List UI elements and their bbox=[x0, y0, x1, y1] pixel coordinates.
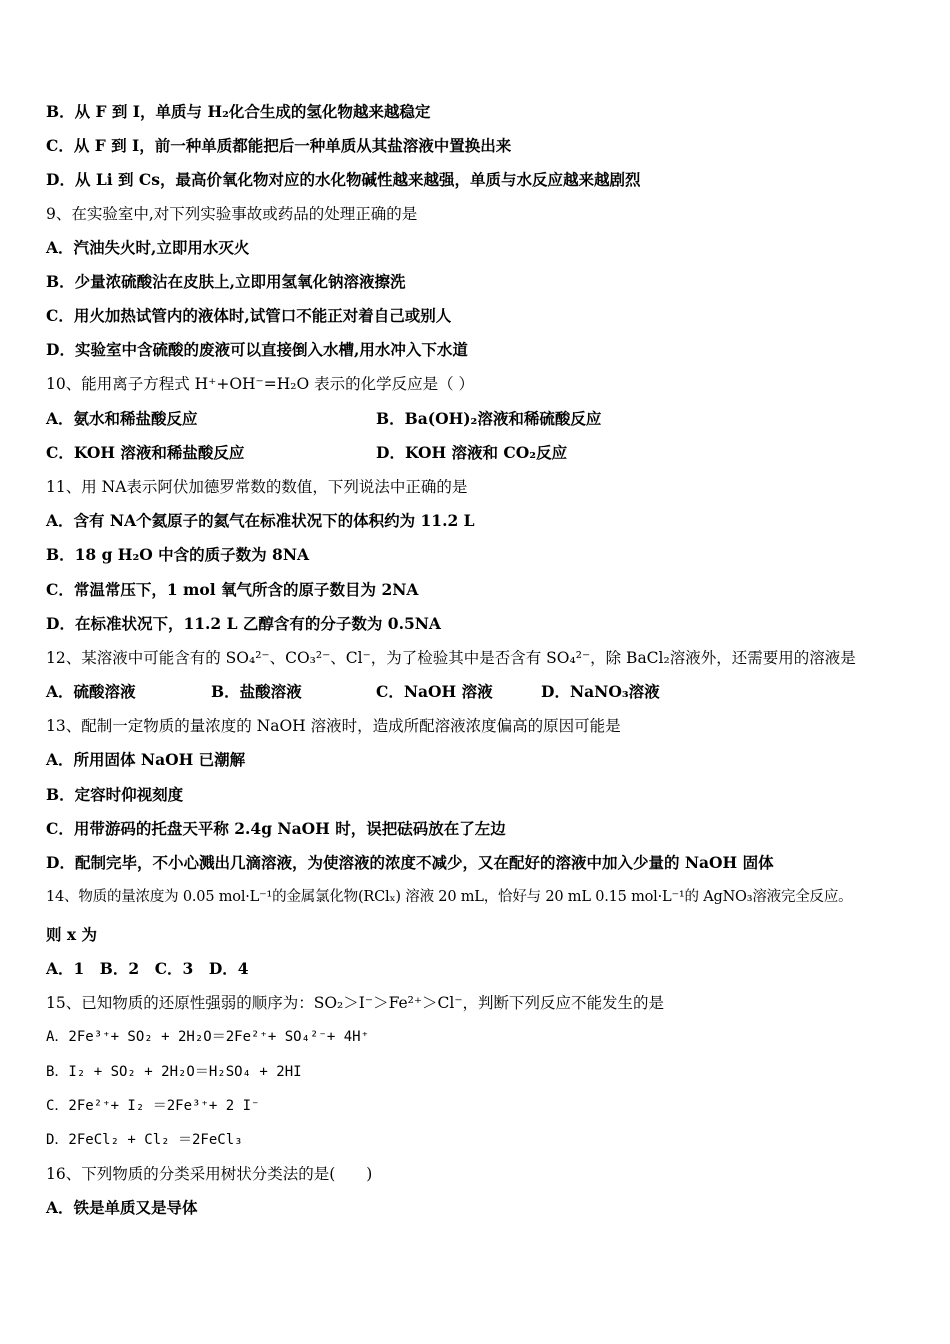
q13-option-c: C．用带游码的托盘天平称 2.4g NaOH 时，误把砝码放在了左边 bbox=[46, 819, 506, 838]
question-9: 9、在实验室中,对下列实验事故或药品的处理正确的是 bbox=[46, 205, 418, 223]
q16-option-a: A．铁是单质又是导体 bbox=[46, 1198, 198, 1217]
q10-options-row2 bbox=[46, 443, 568, 463]
q15-option-c: C．2Fe²⁺+ I₂ ＝2Fe³⁺+ 2 I⁻ bbox=[46, 1098, 260, 1114]
question-16: 16、下列物质的分类采用树状分类法的是( ) bbox=[46, 1165, 373, 1183]
question-10: 10、能用离子方程式 H⁺+OH⁻=H₂O 表示的化学反应是（ ） bbox=[46, 375, 475, 393]
question-15: 15、已知物质的还原性强弱的顺序为：SO₂＞I⁻＞Fe²⁺＞Cl⁻，判断下列反应不能发生的是 bbox=[46, 994, 665, 1012]
q15-option-d: D．2FeCl₂ + Cl₂ ＝2FeCl₃ bbox=[46, 1132, 243, 1148]
q11-option-b: B．18 g H₂O 中含的质子数为 8NA bbox=[46, 545, 310, 564]
q15-option-b: B．I₂ + SO₂ + 2H₂O＝H₂SO₄ + 2HI bbox=[46, 1064, 302, 1080]
q8-option-c: C．从 F 到 I，前一种单质都能把后一种单质从其盐溶液中置换出来 bbox=[46, 136, 512, 155]
q13-option-a: A．所用固体 NaOH 已潮解 bbox=[46, 750, 246, 769]
q8-option-b: B．从 F 到 I，单质与 H₂化合生成的氢化物越来越稳定 bbox=[46, 102, 431, 121]
question-13: 13、配制一定物质的量浓度的 NaOH 溶液时，造成所配溶液浓度偏高的原因可能是 bbox=[46, 717, 621, 735]
q10-option-b: B．Ba(OH)₂溶液和稀硫酸反应 bbox=[376, 409, 602, 428]
q10-option-a: A．氨水和稀盐酸反应 bbox=[46, 409, 198, 428]
question-12: 12、某溶液中可能含有的 SO₄²⁻、CO₃²⁻、Cl⁻，为了检验其中是否含有 SO₄²⁻，除 BaCl₂溶液外，还需要用的溶液是 bbox=[46, 649, 856, 667]
q9-option-a: A．汽油失火时,立即用水灭火 bbox=[46, 238, 250, 257]
q13-option-d: D．配制完毕，不小心溅出几滴溶液，为使溶液的浓度不减少，又在配好的溶液中加入少量的 NaOH 固体 bbox=[46, 853, 774, 872]
question-11: 11、用 NA表示阿伏加德罗常数的数值，下列说法中正确的是 bbox=[46, 478, 468, 496]
q14-options: A．1 B．2 C．3 D．4 bbox=[46, 959, 249, 978]
q12-option-b: B．盐酸溶液 bbox=[211, 682, 302, 701]
q12-option-d: D．NaNO₃溶液 bbox=[541, 682, 660, 701]
q15-option-a: A．2Fe³⁺+ SO₂ + 2H₂O＝2Fe²⁺+ SO₄²⁻+ 4H⁺ bbox=[46, 1029, 370, 1045]
q11-option-c: C．常温常压下，1 mol 氧气所含的原子数目为 2NA bbox=[46, 580, 419, 599]
q12-option-a: A．硫酸溶液 bbox=[46, 682, 136, 701]
question-14-cont: 则 x 为 bbox=[46, 925, 98, 944]
q12-options bbox=[46, 682, 660, 702]
q10-options-row1 bbox=[46, 409, 602, 429]
q10-option-d: D．KOH 溶液和 CO₂反应 bbox=[376, 443, 568, 462]
q13-option-b: B．定容时仰视刻度 bbox=[46, 785, 184, 804]
q10-option-c: C．KOH 溶液和稀盐酸反应 bbox=[46, 443, 245, 462]
q11-option-d: D．在标准状况下，11.2 L 乙醇含有的分子数为 0.5NA bbox=[46, 614, 441, 633]
q11-option-a: A．含有 NA个氦原子的氦气在标准状况下的体积约为 11.2 L bbox=[46, 511, 475, 530]
q9-option-b: B．少量浓硫酸沾在皮肤上,立即用氢氧化钠溶液擦洗 bbox=[46, 272, 406, 291]
q8-option-d: D．从 Li 到 Cs，最高价氧化物对应的水化物碱性越来越强，单质与水反应越来越剧烈 bbox=[46, 170, 641, 189]
q12-option-c: C．NaOH 溶液 bbox=[376, 682, 493, 701]
question-14: 14、物质的量浓度为 0.05 mol·L⁻¹的金属氯化物(RClₓ) 溶液 20 mL，恰好与 20 mL 0.15 mol·L⁻¹的 AgNO₃溶液完全反应。 bbox=[46, 889, 853, 905]
q9-option-d: D．实验室中含硫酸的废液可以直接倒入水槽,用水冲入下水道 bbox=[46, 340, 468, 359]
q9-option-c: C．用火加热试管内的液体时,试管口不能正对着自己或别人 bbox=[46, 306, 452, 325]
